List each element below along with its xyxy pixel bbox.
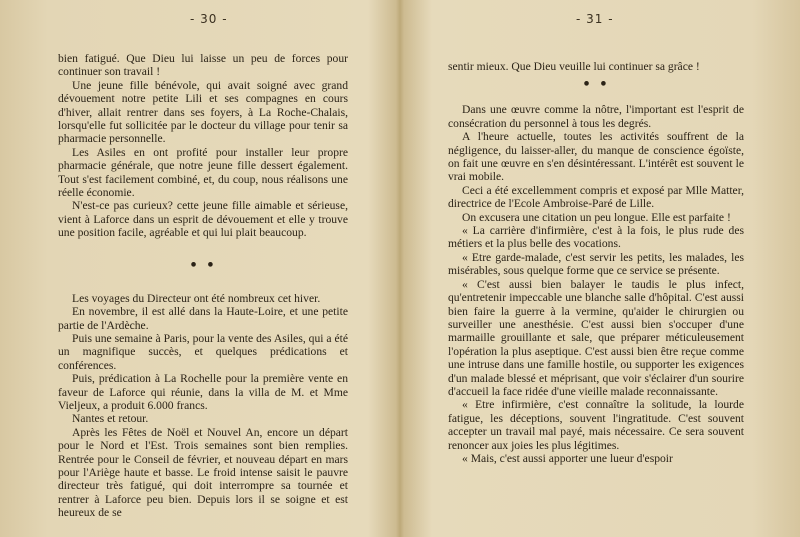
paragraph: Les Asiles en ont profité pour installer leur propre pharmacie générale, que notre jeune fille dessert également. Tout s'est facilement combiné, et, du coup, nous réalisons une réelle économie.: [58, 145, 348, 200]
section-separator: • •: [189, 257, 217, 273]
paragraph: Une jeune fille bénévole, qui avait soigné avec grand dévouement notre petite Lili et ses compagnes en cours d'hiver, allait rentrer dans ses foyers, à La Roche-Chalais, lorsqu'elle fut sollicitée par le docteur du village pour tenir sa pharmacie personnelle.: [58, 78, 348, 146]
paragraph: On excusera une citation un peu longue. Elle est parfaite !: [462, 210, 731, 224]
paragraph: Nantes et retour.: [72, 412, 149, 426]
paragraph: N'est-ce pas curieux? cette jeune fille aimable et sérieuse, vient à Laforce dans un esprit de dévouement et elle y trouve une position facile, agréable et qui lui plait beaucoup.: [58, 199, 348, 240]
paragraph: Puis une semaine à Paris, pour la vente des Asiles, qui a été un magnifique succès, et quelques prédications et conférences.: [58, 331, 348, 372]
paragraph: Ceci a été excellemment compris et exposé par Mlle Matter, directrice de l'Ecole Ambroise-Paré de Lille.: [448, 183, 744, 211]
page-number-left: - 30 -: [190, 12, 228, 26]
right-page-text: [448, 60, 744, 465]
paragraph: « Etre infirmière, c'est connaître la solitude, la lourde fatigue, les déceptions, souvent l'ingratitude. C'est souvent accepter un travail mal payé, mais nécessaire. Ce sera souvent renoncer aux joies les plus légitimes.: [448, 398, 744, 452]
paragraph: « C'est aussi bien balayer le taudis le plus infect, qu'entretenir impeccable une blanche salle d'hôpital. C'est aussi bien faire la guerre à la vermine, qu'aider le chirurgien ou surveiller une anesthésie. C'est aussi bien s'occuper d'une marmaille grouillante et sale, que préparer méticuleusement l'opération la plus aseptique. C'est aussi bien être reçue comme une intruse dans une famille hostile, ou supporter les exigences d'un malade blessé et méprisant, que voir s'éclairer d'un sourire d'accueil la face ridée d'une vieille malade reconnaissante.: [448, 277, 744, 398]
paragraph: A l'heure actuelle, toutes les activités souffrent de la négligence, du laisser-aller, du manque de conscience égoïste, on fait une œuvre en s'en désintéressant. L'intérêt est souvent le vrai mobile.: [448, 130, 744, 184]
section-separator: • •: [582, 77, 610, 93]
paragraph: En novembre, il est allé dans la Haute-Loire, et une petite partie de l'Ardèche.: [58, 305, 348, 332]
paragraph: Après les Fêtes de Noël et Nouvel An, encore un départ pour le Nord et l'Est. Trois semaines sont bien remplies. Rentrée pour le Conseil de février, et nouveau départ en mars pour l'Ariège haute et basse. Le froid intense saisit le pauvre directeur très fatigué, qui doit interrompre sa tournée et rentrer à Laforce peu bien. Depuis lors il se soigne et est heureux de se: [58, 425, 348, 520]
paragraph: Les voyages du Directeur ont été nombreux cet hiver.: [72, 291, 321, 305]
page-number-right: - 31 -: [576, 12, 614, 26]
right-page: [404, 0, 800, 537]
paragraph: « Etre garde-malade, c'est servir les petits, les malades, les misérables, sous quelque forme que ce service se présente.: [448, 250, 744, 278]
paragraph: bien fatigué. Que Dieu lui laisse un peu de forces pour continuer son travail !: [58, 52, 348, 79]
paragraph: « Mais, c'est aussi apporter une lueur d'espoir: [462, 451, 673, 465]
paragraph: sentir mieux. Que Dieu veuille lui continuer sa grâce !: [448, 60, 700, 73]
paragraph: Dans une œuvre comme la nôtre, l'important est l'esprit de consécration du personnel à tous les degrés.: [448, 103, 744, 130]
paragraph: Puis, prédication à La Rochelle pour la première vente en faveur de Laforce qui réunie, dans la villa de M. et Mme Vieljeux, a produit 6.000 francs.: [58, 372, 348, 412]
paragraph: « La carrière d'infirmière, c'est à la fois, le plus rude des métiers et la plus belle des vocations.: [448, 224, 744, 251]
left-page-text: [58, 52, 348, 520]
